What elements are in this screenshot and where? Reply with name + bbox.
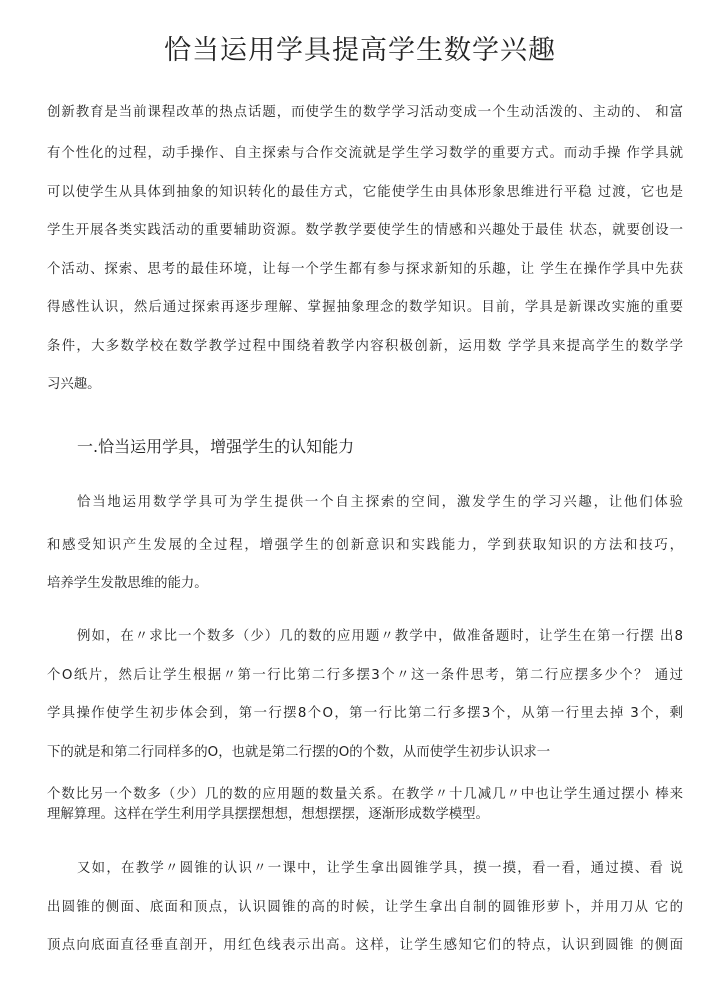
para3-line: 出圆锥的侧面、底面和顶点，认识圆锥的高的时候，让学生拿出自制的圆锥形萝卜，并用刀从 它的 (47, 900, 683, 915)
para1-line: 和感受知识产生发展的全过程，增强学生的创新意识和实践能力，学到获取知识的方法和技巧， (47, 538, 683, 553)
para1-line: 恰当地运用数学学具可为学生提供一个自主探索的空间，激发学生的学习兴趣，让他们体验 (77, 495, 683, 510)
para2-line: 例如，在〃求比一个数多（少）几的数的应用题〃教学中，做准备题时，让学生在第一行摆 出8 (77, 629, 683, 644)
section-heading: 一.恰当运用学具，增强学生的认知能力 (77, 437, 355, 456)
intro-line: 条件，大多数学校在数学教学过程中围绕着教学内容积极创新，运用数 学学具来提高学生的数学学 (47, 339, 683, 354)
para2-line: 理解算理。这样在学生利用学具摆摆想想，想想摆摆，逐渐形成数学模型。 (47, 807, 489, 822)
intro-line: 得感性认识，然后通过探索再逐步理解、掌握抽象理念的数学知识。目前，学具是新课改实施的重要 (47, 300, 683, 315)
intro-line: 个活动、探索、思考的最佳环境，让每一个学生都有参与探求新知的乐趣，让 学生在操作学具中先获 (47, 262, 683, 277)
intro-line: 有个性化的过程，动手操作、自主探索与合作交流就是学生学习数学的重要方式。而动手操 作学具就 (47, 146, 683, 161)
document-title: 恰当运用学具提高学生数学兴趣 (164, 35, 556, 66)
intro-line: 学生开展各类实践活动的重要辅助资源。数学教学要使学生的情感和兴趣处于最佳 状态，就要创设一 (47, 223, 683, 238)
para2-line: 个O纸片，然后让学生根据〃第一行比第二行多摆3个〃这一条件思考，第二行应摆多少个？ 通过 (47, 668, 683, 683)
intro-line: 可以使学生从具体到抽象的知识转化的最佳方式，它能使学生由具体形象思维进行平稳 过渡，它也是 (47, 185, 683, 200)
para2-line: 下的就是和第二行同样多的O，也就是第二行摆的O的个数，从而使学生初步认识求一 (47, 745, 551, 760)
intro-line: 习兴趣。 (47, 377, 101, 392)
para2-line: 学具操作使学生初步体会到，第一行摆8个O，第一行比第二行多摆3个，从第一行里去掉 3个，剩 (47, 706, 683, 721)
para3-line: 又如，在教学〃圆锥的认识〃一课中，让学生拿出圆锥学具，摸一摸，看一看，通过摸、看 说 (77, 861, 683, 876)
para2-line: 个数比另一个数多（少）几的数的应用题的数量关系。在教学〃十几减几〃中也让学生通过摆小 棒来 (47, 787, 683, 802)
intro-line: 创新教育是当前课程改革的热点话题，而使学生的数学学习活动变成一个生动活泼的、主动的、 和富 (47, 105, 683, 120)
para1-line: 培养学生发散思维的能力。 (47, 576, 208, 591)
para3-line: 顶点向底面直径垂直剖开，用红色线表示出高。这样，让学生感知它们的特点，认识到圆锥 的侧面 (47, 938, 683, 953)
